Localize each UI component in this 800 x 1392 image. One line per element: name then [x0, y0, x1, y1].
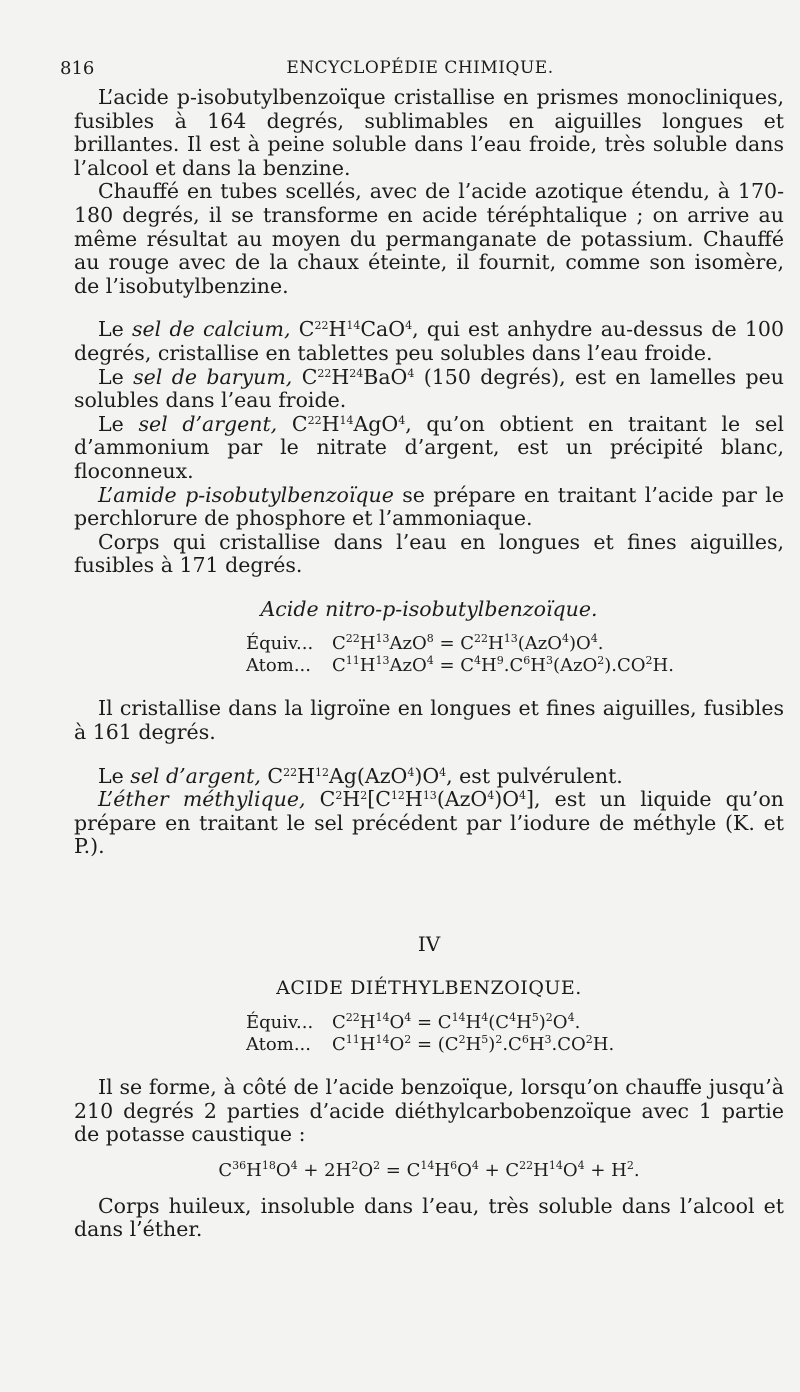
diethyl-equiv-formula: Équiv... $C^{22}H^{14}O^4 = C^{14}H^4(C^4H^5)^2O^4$.: [246, 1011, 581, 1034]
nitro-formula-block: [246, 633, 784, 677]
paragraph-nitro-silver-salt: Le sel d’argent, $C^{22}H^{12}Ag(AzO^4)O^4$, est pulvérulent.: [98, 763, 623, 788]
paragraph-methyl-ether: L’éther méthylique, $C^2H^2[C^{12}H^{13}(AzO^4)O^4]$, est un liquide qu’on prépare en traitant le sel précédent par l’iodure de méthyle (K. et P.).: [74, 787, 784, 859]
silver-formula: $C^{22}H^{14}AgO^4$: [291, 411, 406, 436]
paragraph-oxidation: Chauffé en tubes scellés, avec de l’acide azotique étendu, à 170-180 degrés, il se transforme en acide téréphtalique ; on arrive au même résultat au moyen du permanganate de potassium. Chauffé au rouge avec de la chaux éteinte, il fournit, comme son isomère, de l’isobutylbenzine.: [74, 179, 784, 298]
paragraph-properties: L’acide p-isobutylbenzoïque cristallise en prismes monocliniques, fusibles à 164 degrés, sublimables en aiguilles longues et brillantes. Il est à peine soluble dans l’eau froide, très soluble dans l’alcool et dans la benzine.: [74, 85, 784, 180]
nitro-silver-formula: $C^{22}H^{12}Ag(AzO^4)O^4$: [267, 763, 447, 788]
reaction-equation: $C^{36}H^{18}O^4 + 2H^2O^2 = C^{14}H^6O^4 + C^{22}H^{14}O^4 + H^2$.: [218, 1159, 640, 1181]
paragraph-nitro-crystals: Il cristallise dans la ligroïne en longues et fines aiguilles, fusibles à 161 degrés.: [74, 696, 784, 745]
diethyl-atom-formula: Atom... $C^{11}H^{14}O^2 = (C^2H^5)^2.C^6H^3.CO^2H$.: [246, 1033, 615, 1056]
barium-formula: $C^{22}H^{24}BaO^4$: [301, 364, 415, 389]
nitro-atom-formula: Atom... $C^{11}H^{13}AzO^4 = C^4H^9.C^6H^3(AzO^2).CO^2H$.: [246, 654, 674, 677]
amide-term: L’amide p-isobutylbenzoïque: [98, 482, 394, 507]
paragraph-silver-salt: Le sel d’argent, $C^{22}H^{14}AgO^4$, qu’on obtient en traitant le sel d’ammonium par le nitrate d’argent, est un précipité blanc, floconneux.: [74, 411, 784, 483]
paragraph-oily-body: Corps huileux, insoluble dans l’eau, très soluble dans l’alcool et dans l’éther.: [74, 1193, 784, 1242]
paragraph-formation: Il se forme, à côté de l’acide benzoïque, lorsqu’on chauffe jusqu’à 210 degrés 2 parties d’acide diéthylcarbobenzoïque avec 1 partie de potasse caustique :: [74, 1075, 784, 1147]
paragraph-barium-salt: Le sel de baryum, $C^{22}H^{24}BaO^4$ (150 degrés), est en lamelles peu solubles dans l’eau froide.: [74, 364, 784, 413]
paragraph-amide: L’amide p-isobutylbenzoïque se prépare en traitant l’acide par le perchlorure de phosphore et l’ammoniaque.: [74, 482, 784, 531]
diethyl-formula-block: [246, 1012, 784, 1056]
page-body: [74, 86, 784, 1242]
page-number: 816: [60, 58, 95, 79]
paragraph-amide-crystals: Corps qui cristallise dans l’eau en longues et fines aiguilles, fusibles à 171 degrés.: [74, 529, 784, 578]
section-title: ACIDE DIÉTHYLBENZOIQUE.: [276, 976, 582, 999]
calcium-formula: $C^{22}H^{14}CaO^4$: [298, 317, 413, 342]
nitro-equiv-formula: Équiv... $C^{22}H^{13}AzO^8 = C^{22}H^{13}(AzO^4)O^4$.: [246, 632, 604, 655]
silver-salt-term: sel d’argent,: [138, 411, 278, 436]
page-header: [60, 58, 780, 82]
barium-salt-term: sel de baryum,: [133, 364, 293, 389]
section-number: IV: [417, 932, 441, 957]
nitro-acid-title: Acide nitro-p-isobutylbenzoïque.: [260, 596, 598, 621]
paragraph-calcium-salt: Le sel de calcium, $C^{22}H^{14}CaO^4$, qui est anhydre au-dessus de 100 degrés, cristallise en tablettes peu solubles dans l’eau froide.: [74, 317, 784, 365]
running-title: ENCYCLOPÉDIE CHIMIQUE.: [286, 58, 554, 78]
calcium-salt-term: sel de calcium,: [132, 317, 291, 342]
methyl-ether-formula: $C^2H^2[C^{12}H^{13}(AzO^4)O^4]$: [319, 787, 535, 812]
